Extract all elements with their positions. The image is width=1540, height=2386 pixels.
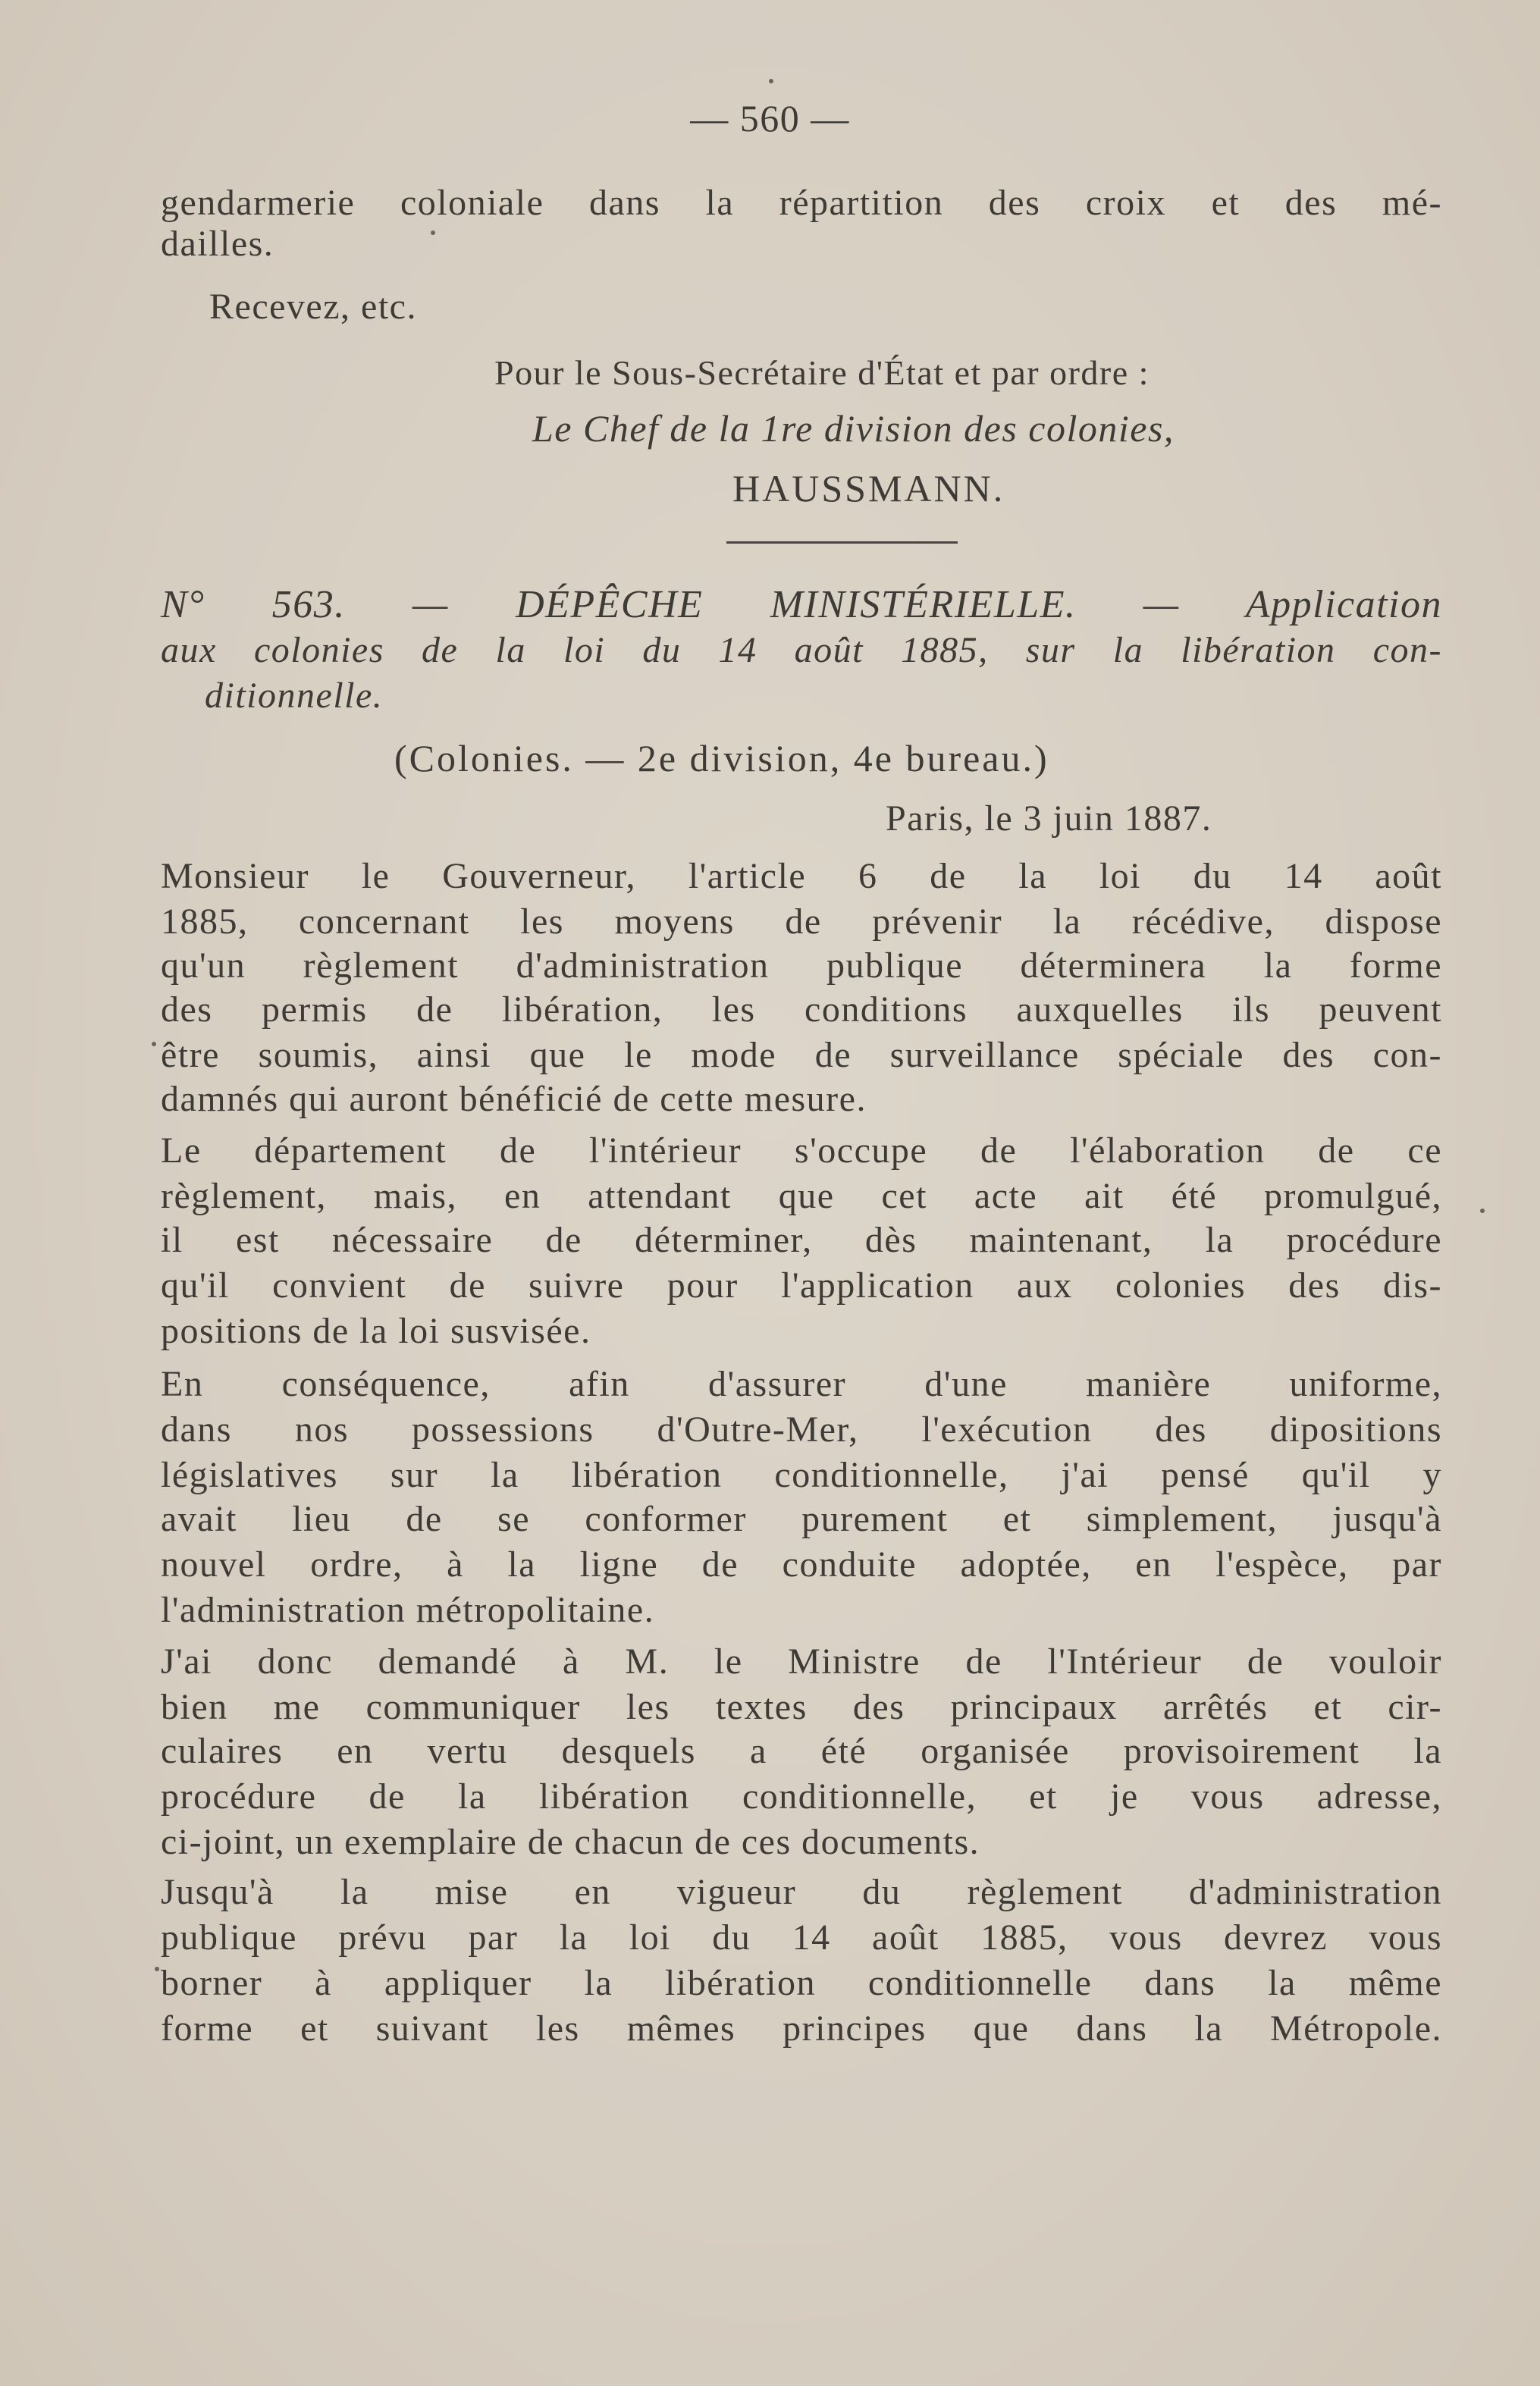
separator-rule — [726, 541, 958, 544]
signatory-name: HAUSSMANN. — [732, 467, 1005, 509]
dispatch-heading: ditionnelle. — [205, 676, 384, 716]
dispatch-heading: N° 563. — DÉPÊCHE MINISTÉRIELLE. — Application — [161, 583, 1442, 626]
text-line: avait lieu de se conformer purement et simplement, jusqu'à — [161, 1499, 1442, 1539]
text-line: Jusqu'à la mise en vigueur du règlement d'administration — [161, 1872, 1442, 1912]
text-line: gendarmerie coloniale dans la répartition des croix et des mé- — [161, 183, 1442, 223]
text-line: qu'il convient de suivre pour l'application aux colonies des dis- — [161, 1265, 1442, 1306]
ink-speck — [431, 230, 435, 235]
text-line: Le département de l'intérieur s'occupe de l'élaboration de ce — [161, 1130, 1442, 1171]
ink-speck — [152, 1042, 156, 1046]
closing-formula: Recevez, etc. — [209, 287, 417, 327]
text-line: publique prévu par la loi du 14 août 1885, vous devrez vous — [161, 1917, 1442, 1958]
signature-line: Pour le Sous-Secrétaire d'État et par ordre : — [494, 353, 1150, 392]
text-line: borner à appliquer la libération conditionnelle dans la même — [161, 1963, 1442, 2003]
text-line: l'administration métropolitaine. — [161, 1590, 655, 1630]
ink-speck — [769, 79, 773, 83]
dispatch-heading: aux colonies de la loi du 14 août 1885, sur la libération con- — [161, 630, 1442, 670]
signature-title: Le Chef de la 1re division des colonies, — [532, 407, 1175, 450]
text-line: dailles. — [161, 224, 274, 264]
text-line: bien me communiquer les textes des principaux arrêtés et cir- — [161, 1687, 1442, 1727]
text-line: il est nécessaire de déterminer, dès maintenant, la procédure — [161, 1220, 1442, 1260]
text-line: être soumis, ainsi que le mode de surveillance spéciale des con- — [161, 1035, 1442, 1075]
text-line: législatives sur la libération conditionnelle, j'ai pensé qu'il y — [161, 1455, 1442, 1495]
text-line: En conséquence, afin d'assurer d'une manière uniforme, — [161, 1364, 1442, 1404]
ink-speck — [1480, 1209, 1485, 1213]
text-line: J'ai donc demandé à M. le Ministre de l'Intérieur de vouloir — [161, 1641, 1442, 1682]
dispatch-date: Paris, le 3 juin 1887. — [886, 798, 1212, 839]
dispatch-origin: (Colonies. — 2e division, 4e bureau.) — [394, 737, 1049, 779]
ink-speck — [155, 1967, 159, 1971]
page-number: — 560 — — [690, 97, 850, 140]
text-line: positions de la loi susvisée. — [161, 1311, 591, 1351]
text-line: qu'un règlement d'administration publique déterminera la forme — [161, 945, 1442, 986]
text-line: dans nos possessions d'Outre-Mer, l'exécution des dipositions — [161, 1409, 1442, 1450]
text-line: culaires en vertu desquels a été organisée provisoirement la — [161, 1731, 1442, 1771]
text-line: Monsieur le Gouverneur, l'article 6 de la loi du 14 août — [161, 856, 1442, 896]
text-line: règlement, mais, en attendant que cet acte ait été promulgué, — [161, 1176, 1442, 1216]
text-line: ci-joint, un exemplaire de chacun de ces documents. — [161, 1822, 980, 1862]
text-line: damnés qui auront bénéficié de cette mesure. — [161, 1079, 867, 1119]
text-line: 1885, concernant les moyens de prévenir la récédive, dispose — [161, 901, 1442, 942]
text-line: procédure de la libération conditionnelle, et je vous adresse, — [161, 1776, 1442, 1817]
text-line: nouvel ordre, à la ligne de conduite adoptée, en l'espèce, par — [161, 1544, 1442, 1585]
text-line: des permis de libération, les conditions auxquelles ils peuvent — [161, 989, 1442, 1030]
text-line: forme et suivant les mêmes principes que dans la Métropole. — [161, 2008, 1442, 2049]
